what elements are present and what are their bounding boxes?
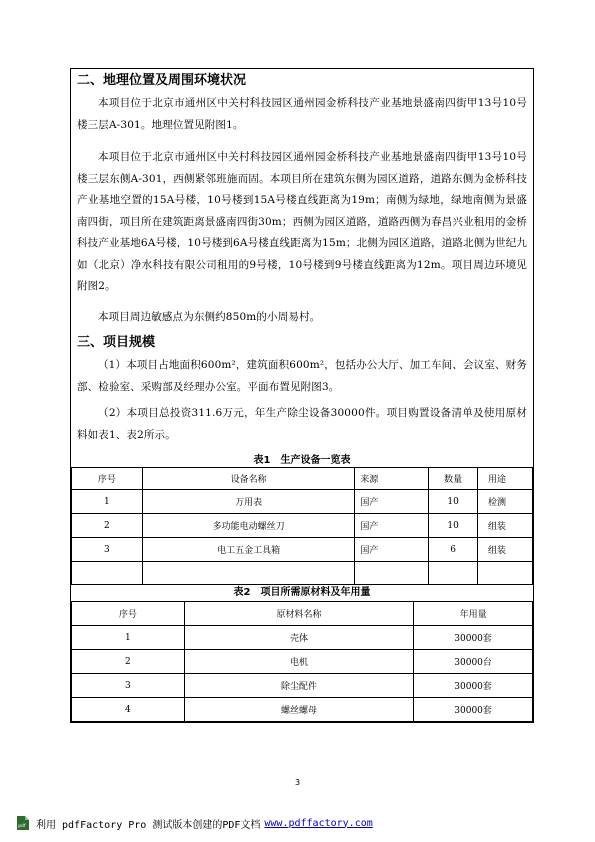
table-cell: 1 — [72, 490, 143, 514]
table-cell: 除尘配件 — [184, 674, 413, 698]
table2-caption: 表2 项目所需原材料及年用量 — [233, 587, 371, 598]
location-paragraph-3: 本项目周边敏感点为东侧约850m的小周易村。 — [98, 311, 321, 323]
table-cell: 国产 — [355, 514, 429, 538]
table-cell: 多功能电动螺丝刀 — [142, 514, 355, 538]
column-header: 序号 — [72, 602, 185, 626]
table1-caption: 表1 生产设备一览表 — [253, 455, 351, 466]
materials-table — [71, 601, 533, 722]
scale-paragraph-2: （2）本项目总投资311.6万元，年生产除尘设备30000件。项目购置设备清单及使用原材料如表1、表2所示。 — [77, 407, 527, 441]
table-cell: 30000台 — [414, 650, 533, 674]
table-cell: 电工五金工具箱 — [142, 538, 355, 562]
table-cell: 6 — [429, 538, 478, 562]
equipment-table — [71, 467, 533, 585]
table-header-row — [72, 468, 533, 490]
table-cell: 组装 — [478, 514, 533, 538]
table-cell: 1 — [72, 626, 185, 650]
scale-paragraph-1: （1）本项目占地面积600m²，建筑面积600m²，包括办公大厅、加工车间、会议室、财务部、检验室、采购部及经理办公室。平面布置见附图3。 — [77, 359, 527, 393]
table-header-row — [72, 602, 533, 626]
column-header: 序号 — [72, 468, 143, 490]
table-cell: 检测 — [478, 490, 533, 514]
table-cell: 4 — [72, 698, 185, 722]
table-row — [72, 650, 533, 674]
table-cell: 螺丝螺母 — [184, 698, 413, 722]
table-cell: 2 — [72, 514, 143, 538]
watermark-link[interactable]: www.pdffactory.com — [264, 817, 373, 829]
column-header: 来源 — [355, 468, 429, 490]
location-paragraph-2: 本项目位于北京市通州区中关村科技园区通州园金桥科技产业基地景盛南四街甲13号10号楼三层东侧A-301，西侧紧邻班施而固。本项目所在建筑东侧为园区道路，道路东侧为金桥科技产业基地空置的15A号楼，10号楼到15A号楼直线距离为19m；南侧为绿地，绿地南侧为景盛南四街，项目所在建筑距离景盛南四街30m；西侧为园区道路，道路西侧为春昌兴业租用的金桥科技产业基地6A号楼，10号楼到6A号楼直线距离为15m；北侧为园区道路，道路北侧为世纪九如（北京）净水科技有限公司租用的9号楼，10号楼到9号楼直线距离为12m。项目周边环境见附图2。 — [77, 151, 527, 292]
table-cell: 电机 — [184, 650, 413, 674]
table-cell: 万用表 — [142, 490, 355, 514]
table-cell: 10 — [429, 490, 478, 514]
column-header: 数量 — [429, 468, 478, 490]
column-header: 年用量 — [414, 602, 533, 626]
section-title-scale: 三、项目规模 — [77, 335, 156, 350]
table-cell: 30000套 — [414, 674, 533, 698]
table-cell: 2 — [72, 650, 185, 674]
table-row — [72, 514, 533, 538]
table-cell: 国产 — [355, 490, 429, 514]
pdffactory-watermark — [16, 813, 373, 833]
table-cell: 10 — [429, 514, 478, 538]
column-header: 设备名称 — [142, 468, 355, 490]
pdf-logo-icon — [16, 815, 30, 831]
table-cell: 壳体 — [184, 626, 413, 650]
column-header: 原材料名称 — [184, 602, 413, 626]
watermark-text: 利用 pdfFactory Pro 测试版本创建的PDF文档 — [36, 819, 261, 831]
location-paragraph-1: 本项目位于北京市通州区中关村科技园区通州园金桥科技产业基地景盛南四街甲13号10号楼三层A-301。地理位置见附图1。 — [77, 97, 527, 131]
table-row — [72, 674, 533, 698]
column-header: 用途 — [478, 468, 533, 490]
page-number: 3 — [294, 778, 301, 787]
table-cell: 30000套 — [414, 626, 533, 650]
table-cell: 3 — [72, 674, 185, 698]
table-cell: 3 — [72, 538, 143, 562]
document-frame — [70, 68, 534, 723]
table-cell: 30000套 — [414, 698, 533, 722]
table-row — [72, 490, 533, 514]
table-row — [72, 538, 533, 562]
table-row — [72, 562, 533, 585]
table-cell: 组装 — [478, 538, 533, 562]
svg-text:pdf: pdf — [18, 824, 26, 829]
table-row — [72, 626, 533, 650]
table-row — [72, 698, 533, 722]
section-title-location: 二、地理位置及周围环境状况 — [77, 73, 247, 88]
table-cell: 国产 — [355, 538, 429, 562]
